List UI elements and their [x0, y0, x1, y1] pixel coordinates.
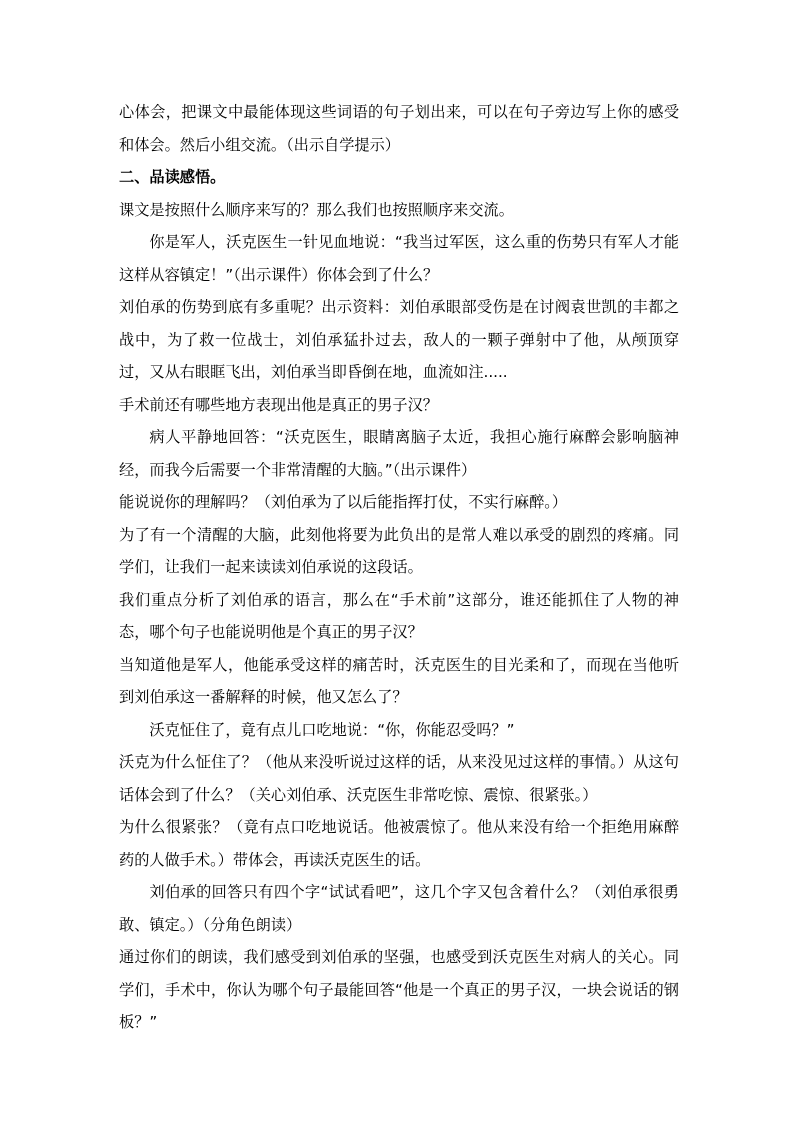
paragraph-continuation: 心体会，把课文中最能体现这些词语的句子划出来，可以在句子旁边写上你的感受和体会。然后小组交流。（出示自学提示）	[119, 103, 679, 154]
paragraph: 通过你们的朗读，我们感受到刘伯承的坚强，也感受到沃克医生对病人的关心。同学们，手术中，你认为哪个句子最能回答“他是一个真正的男子汉，一块会说话的钢板？”	[119, 948, 679, 1031]
paragraph: 能说说你的理解吗？（刘伯承为了以后能指挥打仗，不实行麻醉。）	[119, 493, 568, 511]
document-body	[119, 96, 679, 1039]
paragraph: 手术前还有哪些地方表现出他是真正的男子汉？	[119, 395, 438, 414]
section-heading: 二、品读感悟。	[119, 168, 226, 186]
paragraph: 课文是按照什么顺序来写的？那么我们也按照顺序来交流。	[119, 200, 514, 219]
paragraph: 当知道他是军人，他能承受这样的痛苦时，沃克医生的目光柔和了，而现在当他听到刘伯承这一番解释的时候，他又怎么了？	[119, 655, 679, 706]
paragraph: 沃克为什么怔住了？（他从来没听说过这样的话，从来没见过这样的事情。）从这句话体会到了什么？（关心刘伯承、沃克医生非常吃惊、震惊、很紧张。）	[119, 753, 679, 804]
paragraph: 我们重点分析了刘伯承的语言，那么在“手术前”这部分，谁还能抓住了人物的神态，哪个句子也能说明他是个真正的男子汉？	[119, 590, 679, 641]
paragraph: 为什么很紧张？（竟有点口吃地说话。他被震惊了。他从来没有给一个拒绝用麻醉药的人做手术。）带体会，再读沃克医生的话。	[119, 818, 679, 869]
paragraph: 为了有一个清醒的大脑，此刻他将要为此负出的是常人难以承受的剧烈的疼痛。同学们，让我们一起来读读刘伯承说的这段话。	[119, 525, 679, 576]
paragraph-quote: 沃克怔住了，竟有点儿口吃地说：“你，你能忍受吗？”	[149, 720, 515, 739]
paragraph-quote: 病人平静地回答：“沃克医生，眼睛离脑子太近，我担心施行麻醉会影响脑神经，而我今后需要一个非常清醒的大脑。”（出示课件）	[119, 428, 679, 479]
paragraph-quote: 你是军人，沃克医生一针见血地说：“我当过军医，这么重的伤势只有军人才能这样从容镇定！”（出示课件）你体会到了什么？	[119, 233, 679, 284]
paragraph-quote: 刘伯承的回答只有四个字“试试看吧”，这几个字又包含着什么？（刘伯承很勇敢、镇定。）（分角色朗读）	[119, 883, 679, 934]
paragraph: 刘伯承的伤势到底有多重呢？出示资料：刘伯承眼部受伤是在讨阀袁世凯的丰都之战中，为了救一位战士，刘伯承猛扑过去，敌人的一颗子弹射中了他，从颅顶穿过，又从右眼眶飞出，刘伯承当即昏倒在地，血流如注.....	[119, 298, 679, 381]
